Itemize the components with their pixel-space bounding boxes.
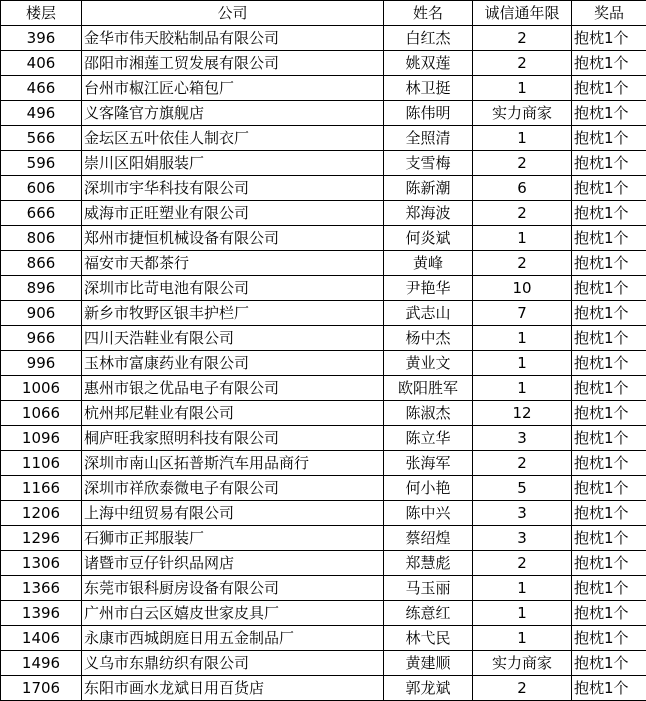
cell-years: 3 (473, 426, 572, 451)
table-row (1, 76, 646, 101)
cell-prize: 抱枕1个 (572, 576, 646, 601)
cell-years: 3 (473, 501, 572, 526)
header-company: 公司 (82, 1, 384, 26)
cell-floor: 666 (1, 201, 82, 226)
cell-name: 支雪梅 (384, 151, 473, 176)
cell-name: 陈淑杰 (384, 401, 473, 426)
cell-floor: 496 (1, 101, 82, 126)
cell-prize: 抱枕1个 (572, 451, 646, 476)
cell-floor: 896 (1, 276, 82, 301)
table-row (1, 251, 646, 276)
cell-floor: 466 (1, 76, 82, 101)
header-name: 姓名 (384, 1, 473, 26)
cell-floor: 966 (1, 326, 82, 351)
cell-name: 全照清 (384, 126, 473, 151)
cell-company: 诸暨市豆仔针织品网店 (82, 551, 384, 576)
table-row (1, 126, 646, 151)
cell-years: 2 (473, 201, 572, 226)
cell-company: 东莞市银科厨房设备有限公司 (82, 576, 384, 601)
cell-years: 6 (473, 176, 572, 201)
cell-years: 1 (473, 126, 572, 151)
cell-years: 2 (473, 151, 572, 176)
cell-company: 四川天浩鞋业有限公司 (82, 326, 384, 351)
cell-name: 尹艳华 (384, 276, 473, 301)
cell-prize: 抱枕1个 (572, 301, 646, 326)
cell-prize: 抱枕1个 (572, 401, 646, 426)
cell-floor: 1166 (1, 476, 82, 501)
cell-prize: 抱枕1个 (572, 551, 646, 576)
cell-name: 郑慧彪 (384, 551, 473, 576)
cell-floor: 906 (1, 301, 82, 326)
table-row (1, 401, 646, 426)
cell-years: 5 (473, 476, 572, 501)
table-row (1, 476, 646, 501)
cell-company: 邵阳市湘莲工贸发展有限公司 (82, 51, 384, 76)
cell-years: 3 (473, 526, 572, 551)
cell-company: 金坛区五叶依佳人制衣厂 (82, 126, 384, 151)
cell-years: 2 (473, 26, 572, 51)
cell-prize: 抱枕1个 (572, 101, 646, 126)
cell-prize: 抱枕1个 (572, 501, 646, 526)
cell-company: 深圳市南山区拓普斯汽车用品商行 (82, 451, 384, 476)
cell-years: 1 (473, 76, 572, 101)
table-row (1, 51, 646, 76)
cell-years: 1 (473, 376, 572, 401)
cell-floor: 1406 (1, 626, 82, 651)
cell-company: 郑州市捷恒机械设备有限公司 (82, 226, 384, 251)
cell-floor: 566 (1, 126, 82, 151)
cell-company: 深圳市宇华科技有限公司 (82, 176, 384, 201)
table-row (1, 351, 646, 376)
table-row (1, 276, 646, 301)
cell-years: 12 (473, 401, 572, 426)
cell-floor: 1066 (1, 401, 82, 426)
cell-company: 深圳市比苛电池有限公司 (82, 276, 384, 301)
table-row (1, 151, 646, 176)
cell-floor: 396 (1, 26, 82, 51)
cell-prize: 抱枕1个 (572, 176, 646, 201)
cell-name: 杨中杰 (384, 326, 473, 351)
header-years: 诚信通年限 (473, 1, 572, 26)
cell-name: 何小艳 (384, 476, 473, 501)
cell-name: 姚双莲 (384, 51, 473, 76)
cell-years: 1 (473, 626, 572, 651)
cell-name: 陈新潮 (384, 176, 473, 201)
table-row (1, 201, 646, 226)
cell-floor: 1306 (1, 551, 82, 576)
table-row (1, 626, 646, 651)
cell-years: 2 (473, 551, 572, 576)
cell-floor: 1396 (1, 601, 82, 626)
table-row (1, 526, 646, 551)
cell-name: 欧阳胜军 (384, 376, 473, 401)
cell-name: 张海军 (384, 451, 473, 476)
cell-floor: 1206 (1, 501, 82, 526)
table-row (1, 576, 646, 601)
table-row (1, 651, 646, 676)
cell-floor: 606 (1, 176, 82, 201)
cell-prize: 抱枕1个 (572, 426, 646, 451)
header-floor: 楼层 (1, 1, 82, 26)
table-row (1, 676, 646, 701)
cell-name: 黄业文 (384, 351, 473, 376)
cell-prize: 抱枕1个 (572, 476, 646, 501)
cell-company: 东阳市画水龙斌日用百货店 (82, 676, 384, 701)
cell-years: 1 (473, 226, 572, 251)
cell-floor: 406 (1, 51, 82, 76)
cell-company: 玉林市富康药业有限公司 (82, 351, 384, 376)
table-row (1, 501, 646, 526)
cell-prize: 抱枕1个 (572, 201, 646, 226)
cell-company: 金华市伟天胶粘制品有限公司 (82, 26, 384, 51)
cell-prize: 抱枕1个 (572, 276, 646, 301)
cell-years: 实力商家 (473, 101, 572, 126)
cell-prize: 抱枕1个 (572, 676, 646, 701)
cell-floor: 806 (1, 226, 82, 251)
table-row (1, 326, 646, 351)
table-row (1, 451, 646, 476)
cell-company: 义乌市东鼎纺织有限公司 (82, 651, 384, 676)
table-row (1, 426, 646, 451)
cell-years: 7 (473, 301, 572, 326)
cell-company: 广州市白云区嬉皮世家皮具厂 (82, 601, 384, 626)
cell-prize: 抱枕1个 (572, 526, 646, 551)
cell-company: 福安市天都茶行 (82, 251, 384, 276)
cell-prize: 抱枕1个 (572, 151, 646, 176)
table-row (1, 376, 646, 401)
cell-years: 2 (473, 451, 572, 476)
cell-name: 武志山 (384, 301, 473, 326)
cell-company: 台州市椒江匠心箱包厂 (82, 76, 384, 101)
cell-company: 桐庐旺我家照明科技有限公司 (82, 426, 384, 451)
cell-company: 崇川区阳娟服装厂 (82, 151, 384, 176)
cell-floor: 1496 (1, 651, 82, 676)
cell-company: 石狮市正邦服装厂 (82, 526, 384, 551)
cell-name: 白红杰 (384, 26, 473, 51)
cell-company: 深圳市祥欣泰微电子有限公司 (82, 476, 384, 501)
cell-prize: 抱枕1个 (572, 626, 646, 651)
cell-prize: 抱枕1个 (572, 376, 646, 401)
cell-years: 1 (473, 351, 572, 376)
cell-prize: 抱枕1个 (572, 651, 646, 676)
table-row (1, 26, 646, 51)
table-row (1, 301, 646, 326)
cell-prize: 抱枕1个 (572, 76, 646, 101)
cell-name: 陈伟明 (384, 101, 473, 126)
cell-prize: 抱枕1个 (572, 326, 646, 351)
table-row (1, 101, 646, 126)
cell-company: 新乡市牧野区银丰护栏厂 (82, 301, 384, 326)
cell-floor: 1706 (1, 676, 82, 701)
cell-years: 1 (473, 576, 572, 601)
cell-name: 何炎斌 (384, 226, 473, 251)
cell-years: 1 (473, 601, 572, 626)
table-row (1, 226, 646, 251)
header-row (1, 1, 646, 26)
cell-prize: 抱枕1个 (572, 51, 646, 76)
cell-name: 郑海波 (384, 201, 473, 226)
cell-name: 陈中兴 (384, 501, 473, 526)
cell-years: 2 (473, 676, 572, 701)
cell-name: 马玉丽 (384, 576, 473, 601)
cell-prize: 抱枕1个 (572, 26, 646, 51)
cell-name: 黄建顺 (384, 651, 473, 676)
table-row (1, 551, 646, 576)
cell-years: 实力商家 (473, 651, 572, 676)
cell-floor: 1096 (1, 426, 82, 451)
cell-company: 义客隆官方旗舰店 (82, 101, 384, 126)
cell-floor: 1006 (1, 376, 82, 401)
cell-floor: 596 (1, 151, 82, 176)
table-row (1, 601, 646, 626)
cell-floor: 1296 (1, 526, 82, 551)
cell-floor: 996 (1, 351, 82, 376)
cell-name: 郭龙斌 (384, 676, 473, 701)
cell-years: 2 (473, 51, 572, 76)
cell-company: 惠州市银之优品电子有限公司 (82, 376, 384, 401)
cell-prize: 抱枕1个 (572, 251, 646, 276)
cell-years: 2 (473, 251, 572, 276)
cell-name: 陈立华 (384, 426, 473, 451)
cell-floor: 1366 (1, 576, 82, 601)
header-prize: 奖品 (572, 1, 646, 26)
cell-years: 10 (473, 276, 572, 301)
cell-prize: 抱枕1个 (572, 226, 646, 251)
cell-floor: 1106 (1, 451, 82, 476)
table-row (1, 176, 646, 201)
cell-years: 1 (473, 326, 572, 351)
cell-floor: 866 (1, 251, 82, 276)
cell-name: 黄峰 (384, 251, 473, 276)
cell-name: 林弋民 (384, 626, 473, 651)
cell-prize: 抱枕1个 (572, 601, 646, 626)
cell-company: 上海中纽贸易有限公司 (82, 501, 384, 526)
cell-name: 林卫挺 (384, 76, 473, 101)
cell-company: 永康市西城朗庭日用五金制品厂 (82, 626, 384, 651)
cell-name: 蔡绍煌 (384, 526, 473, 551)
cell-company: 威海市正旺塑业有限公司 (82, 201, 384, 226)
cell-prize: 抱枕1个 (572, 126, 646, 151)
cell-company: 杭州邦尼鞋业有限公司 (82, 401, 384, 426)
cell-name: 练意红 (384, 601, 473, 626)
cell-prize: 抱枕1个 (572, 351, 646, 376)
